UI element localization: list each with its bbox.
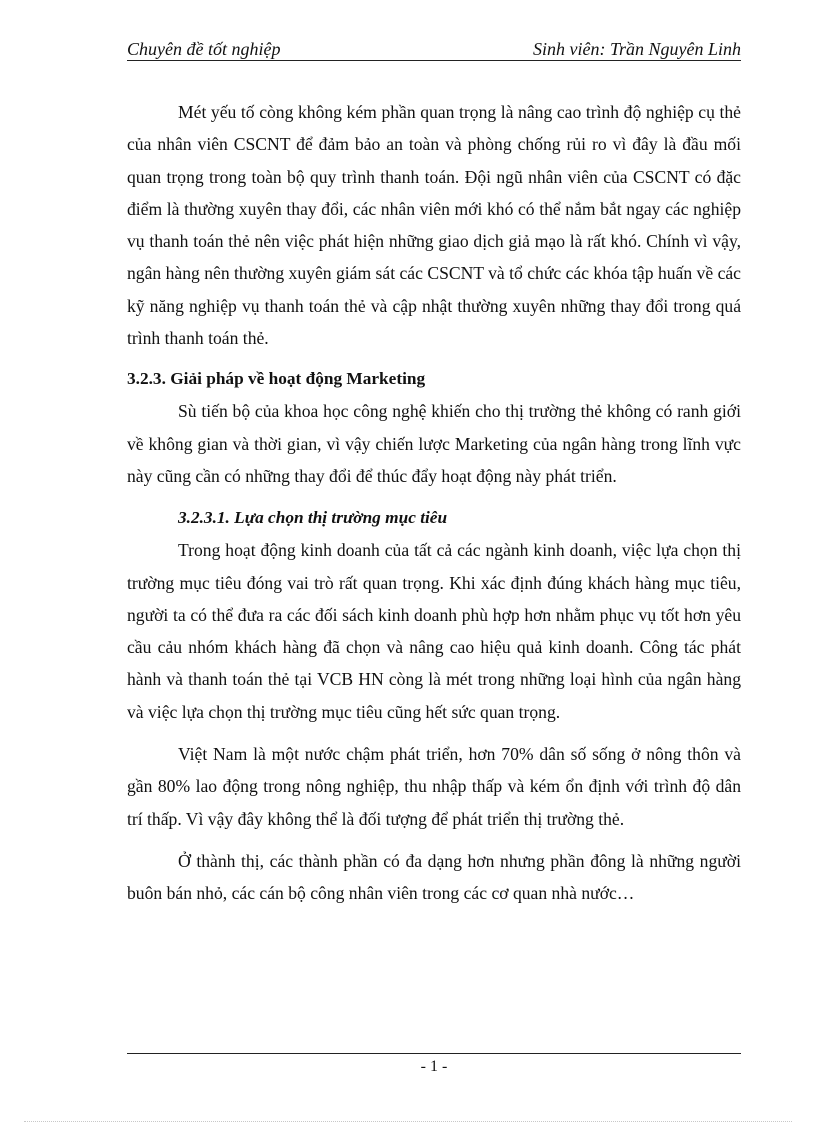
page-header — [127, 38, 741, 61]
footer-divider — [127, 1053, 741, 1054]
page-bottom-edge — [24, 1121, 792, 1122]
paragraph-marketing-intro: Sù tiến bộ của khoa học công nghệ khiến cho thị trường thẻ không có ranh giới về không gian và thời gian, vì vậy chiến lược Marketing của ngân hàng trong lĩnh vực này cũng cần có những thay đổi để thúc đẩy hoạt động này phát triển. — [127, 401, 741, 486]
section-heading-marketing: 3.2.3. Giải pháp về hoạt động Marketing — [127, 369, 426, 389]
paragraph-urban-areas: Ở thành thị, các thành phần có đa dạng hơn nhưng phần đông là những người buôn bán nhỏ, các cán bộ công nhân viên trong các cơ quan nhà nước… — [127, 850, 741, 904]
header-author: Sinh viên: Trần Nguyên Linh — [533, 39, 741, 59]
subsection-heading-target-market: 3.2.3.1. Lựa chọn thị trường mục tiêu — [178, 508, 448, 528]
header-title: Chuyên đề tốt nghiệp — [127, 39, 281, 59]
paragraph-rural-vietnam: Việt Nam là một nước chậm phát triển, hơn 70% dân số sống ở nông thôn và gần 80% lao động trong nông nghiệp, thu nhập thấp và kém ổn định với trình độ dân trí thấp. Vì vậy đây không thể là đối tượng để phát triển thị trường thẻ. — [127, 744, 741, 829]
paragraph-card-staff-training: Mét yếu tố còng không kém phần quan trọng là nâng cao trình độ nghiệp cụ thẻ của nhân viên CSCNT để đảm bảo an toàn và phòng chống rủi ro vì đây là đầu mối quan trọng trong toàn bộ quy trình thanh toán. Đội ngũ nhân viên của CSCNT có đặc điểm là thường xuyên thay đổi, các nhân viên mới khó có thể nắm bắt ngay các nghiệp vụ thanh toán thẻ nên việc phát hiện những giao dịch giả mạo là rất khó. Chính vì vậy, ngân hàng nên thường xuyên giám sát các CSCNT và tổ chức các khóa tập huấn về các kỹ năng nghiệp vụ thanh toán thẻ và cập nhật thường xuyên những thay đổi trong quá trình thanh toán thẻ. — [127, 102, 741, 349]
page-content — [127, 96, 741, 910]
page-number: - 1 - — [420, 1058, 448, 1075]
paragraph-target-market: Trong hoạt động kinh doanh của tất cả các ngành kinh doanh, việc lựa chọn thị trường mục tiêu đóng vai trò rất quan trọng. Khi xác định đúng khách hàng mục tiêu, người ta có thể đưa ra các đối sách kinh doanh phù hợp hơn nhằm phục vụ tốt hơn yêu cầu cảu nhóm khách hàng đã chọn và nâng cao hiệu quả kinh doanh. Công tác phát hành và thanh toán thẻ tại VCB HN còng là mét trong những loại hình của ngân hàng và việc lựa chọn thị trường mục tiêu cũng hết sức quan trọng. — [127, 540, 741, 722]
